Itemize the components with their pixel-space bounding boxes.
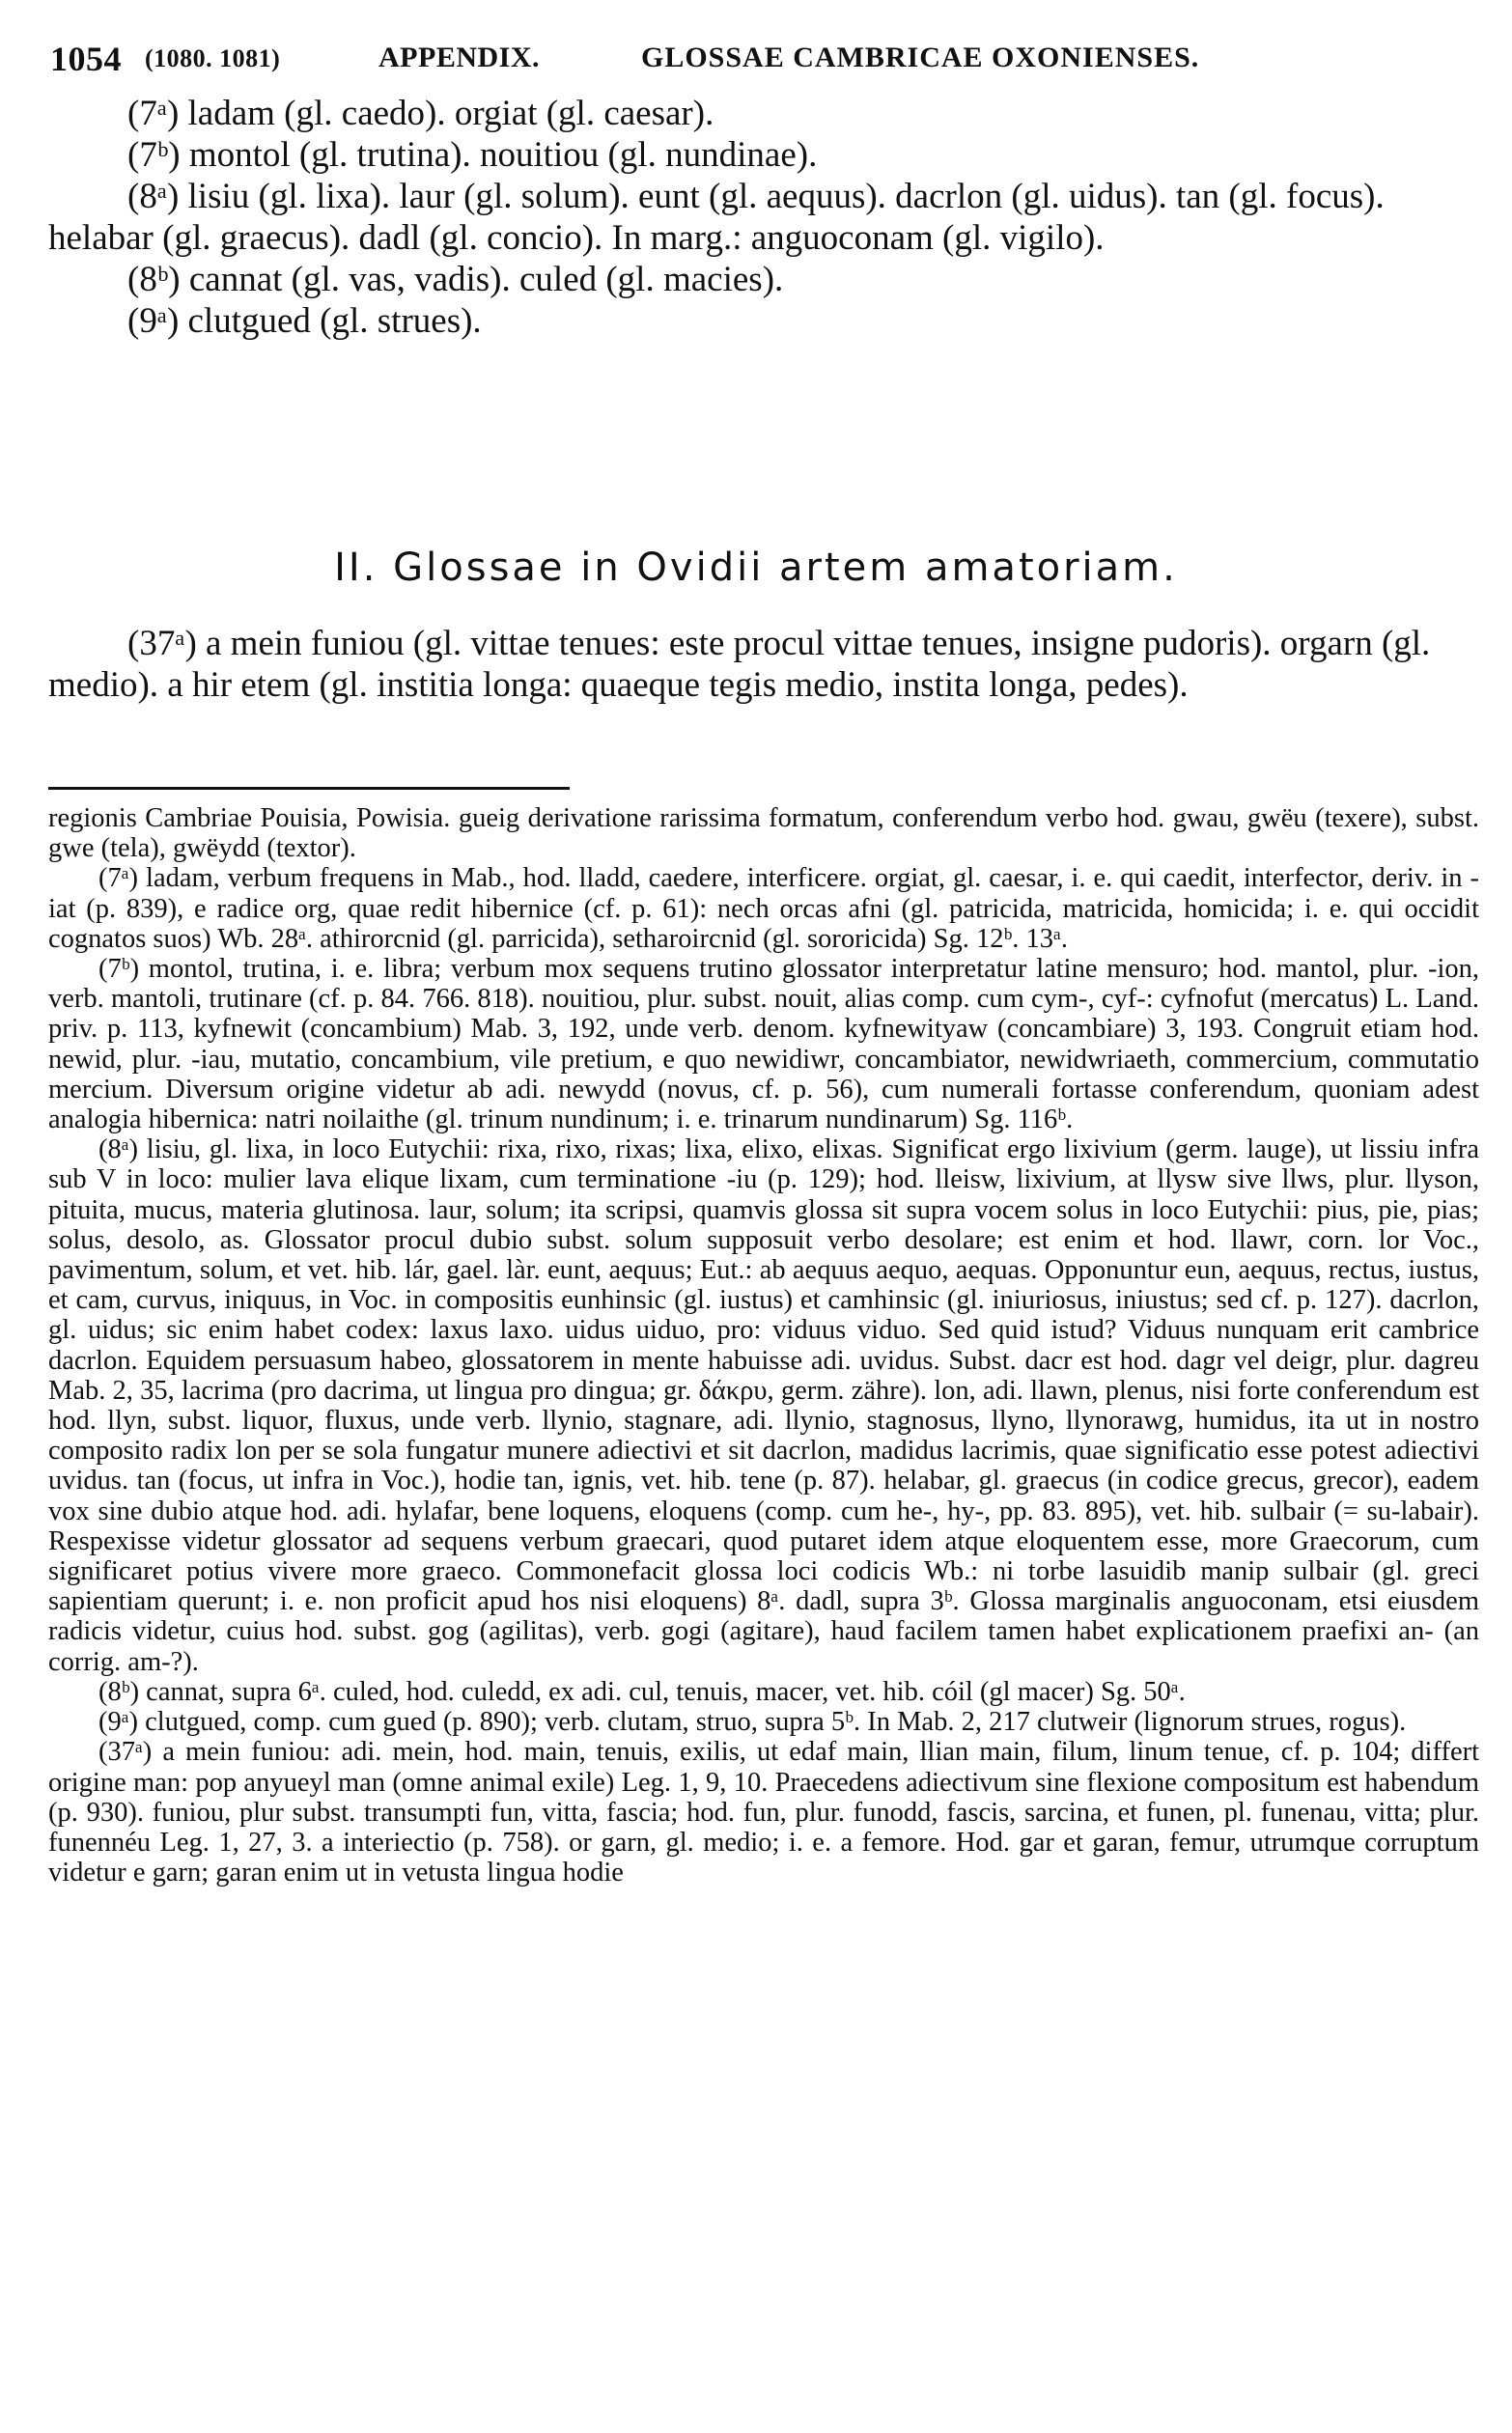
upper-glosses <box>48 93 1477 342</box>
footnote-paragraph: (9ᵃ) clutgued, comp. cum gued (p. 890); verb. clutam, struo, supra 5ᵇ. In Mab. 2, 217 clutweir (lignorum strues, rogus). <box>98 1707 1407 1738</box>
gloss-line: (8ᵇ) cannat (gl. vas, vadis). culed (gl. macies). <box>127 260 784 299</box>
page-number: 1054 <box>50 40 122 78</box>
footnote-paragraph: (7ᵃ) ladam, verbum frequens in Mab., hod. lladd, caedere, interficere. orgiat, gl. caesar, i. e. qui caedit, interfector, deriv. in -iat (p. 839), e radice org, quae redit hibernice (cf. p. 61): nech orcas afni (gl. patricida, matricida, homicida; i. e. qui occidit cognatos suos) Wb. 28ᵃ. athirorcnid (gl. parricida), setharoircnid (gl. sororicida) Sg. 12ᵇ. 13ᵃ. <box>48 863 1479 954</box>
gloss-line: (7ᵇ) montol (gl. trutina). nouitiou (gl. nundinae). <box>127 135 818 175</box>
footnote-paragraph: (37ᵃ) a mein funiou: adi. mein, hod. main, tenuis, exilis, ut edaf main, llian main, filum, linum tenue, cf. p. 104; differt origine man: pop anyueyl man (omne animal exile) Leg. 1, 9, 10. Praecedens adiectivum sine flexione compositum est habendum (p. 930). funiou, plur subst. transumpti fun, vitta, fascia; hod. fun, plur. funodd, fascis, sarcina, et funen, pl. funenau, vitta; plur. funennéu Leg. 1, 27, 3. a interiectio (p. 758). or garn, gl. medio; i. e. a femore. Hod. gar et garan, femur, utrumque corruptum videtur e garn; garan enim ut in vetusta lingua hodie <box>48 1737 1479 1888</box>
gloss-line: (8ᵃ) lisiu (gl. lixa). laur (gl. solum). eunt (gl. aequus). dacrlon (gl. uidus). tan (gl. focus). helabar (gl. graecus). dadl (gl. concio). In marg.: anguoconam (gl. vigilo). <box>48 177 1385 258</box>
running-header <box>50 39 1479 77</box>
ovid-glosses <box>48 623 1477 706</box>
footnote-paragraph: regionis Cambriae Pouisia, Powisia. gueig derivatione rarissima formatum, conferendum verbo hod. gwau, gwëu (texere), subst. gwe (tela), gwëydd (textor). <box>48 803 1479 864</box>
gloss-line: (9ᵃ) clutgued (gl. strues). <box>127 301 482 341</box>
footnote-divider <box>48 787 570 790</box>
gloss-line: (37ᵃ) a mein funiou (gl. vittae tenues: este procul vittae tenues, insigne pudoris). orgarn (gl. medio). a hir etem (gl. institia longa: quaeque tegis medio, instita longa, pedes). <box>48 624 1431 705</box>
section-label: APPENDIX. <box>378 42 540 73</box>
running-title: GLOSSAE CAMBRICAE OXONIENSES. <box>641 42 1200 73</box>
section-heading: II. Glossae in Ovidii artem amatoriam. <box>334 545 1178 590</box>
footnote-paragraph: (8ᵃ) lisiu, gl. lixa, in loco Eutychii: rixa, rixo, rixas; lixa, elixo, elixas. Significat ergo lixivium (germ. lauge), ut lissiu infra sub V in loco: mulier lava elique lixam, cum terminatione -iu (p. 129); hod. lleisw, lixivium, at llysw sive llws, plur. llyson, pituita, mucus, materia glutinosa. laur, solum; ita scripsi, quamvis glossa sit supra vocem solus in loco Eutychii: pius, pie, pias; solus, desolo, as. Glossator procul dubio subst. solum supposuit verbo desolare; est enim et hod. llawr, corn. lor Voc., pavimentum, solum, et vet. hib. lár, gael. làr. eunt, aequus; Eut.: ab aequus aequo, aequas. Opponuntur eun, aequus, rectus, iustus, et cam, curvus, iniquus, in Voc. in compositis eunhinsic (gl. iustus) et camhinsic (gl. iniuriosus, iniustus; sed cf. p. 127). dacrlon, gl. uidus; sic enim habet codex: laxus laxo. uidus uiduo, pro: viduus viduo. Sed quid istud? Viduus nunquam erit cambrice dacrlon. Equidem persuasum habeo, glossatorem in mente habuisse adi. uvidus. Subst. dacr est hod. dagr vel deigr, plur. dagreu Mab. 2, 35, lacrima (pro dacrima, ut lingua pro dingua; gr. δάκρυ, germ. zähre). lon, adi. llawn, plenus, nisi forte conferendum est hod. llyn, subst. liquor, fluxus, unde verb. llynio, stagnare, adi. llynio, stagnosus, llyno, llynorawg, humidus, ita ut in nostro composito radix lon per se sola fungatur munere adiectivi et sit dacrlon, madidus lacrimis, quae significatio esse potest adiectivi uvidus. tan (focus, ut infra in Voc.), hodie tan, ignis, vet. hib. tene (p. 87). helabar, gl. graecus (in codice grecus, grecor), eadem vox sine dubio atque hod. adi. hylafar, bene loquens, eloquens (comp. cum he-, hy-, pp. 83. 895), vet. hib. sulbair (= su-labair). Respexisse videtur glossator ad sequens verbum graecari, quod putaret idem atque eloquentem esse, more Graecorum, cum significaret potius vivere more graeco. Commonefacit glossa loci codicis Wb.: ni torbe lasuidib manip sulbair (gl. greci sapientiam querunt; i. e. non proficit apud hos nisi eloquens) 8ᵃ. dadl, supra 3ᵇ. Glossa marginalis anguoconam, etsi eiusdem radicis videtur, cuius hod. subst. gog (agilitas), verb. gogi (agitare), haud facilem tamen habet explicationem praefixi an- (an corrig. am-?). <box>48 1134 1479 1677</box>
footnotes <box>48 803 1479 1888</box>
footnote-paragraph: (7ᵇ) montol, trutina, i. e. libra; verbum mox sequens trutino glossator interpretatur latine mensuro; hod. mantol, plur. -ion, verb. mantoli, trutinare (cf. p. 84. 766. 818). nouitiou, plur. subst. nouit, alias comp. cum cym-, cyf-: cyfnofut (mercatus) L. Land. priv. p. 113, kyfnewit (concambium) Mab. 3, 192, unde verb. denom. kyfnewityaw (concambiare) 3, 193. Congruit etiam hod. newid, plur. -iau, mutatio, concambium, vile pretium, e quo newidiwr, concambiator, newidwriaeth, commercium, commutatio mercium. Diversum origine videtur ab adi. newydd (novus, cf. p. 56), cum numerali fortasse conferendum, quoniam adest analogia hibernica: natri noilaithe (gl. trinum nundinum; i. e. trinarum nundinarum) Sg. 116ᵇ. <box>48 954 1479 1135</box>
footnote-paragraph: (8ᵇ) cannat, supra 6ᵃ. culed, hod. culedd, ex adi. cul, tenuis, macer, vet. hib. cóil (gl macer) Sg. 50ᵃ. <box>98 1676 1186 1707</box>
column-numbers: (1080. 1081) <box>145 44 281 72</box>
gloss-line: (7ᵃ) ladam (gl. caedo). orgiat (gl. caesar). <box>127 94 714 133</box>
